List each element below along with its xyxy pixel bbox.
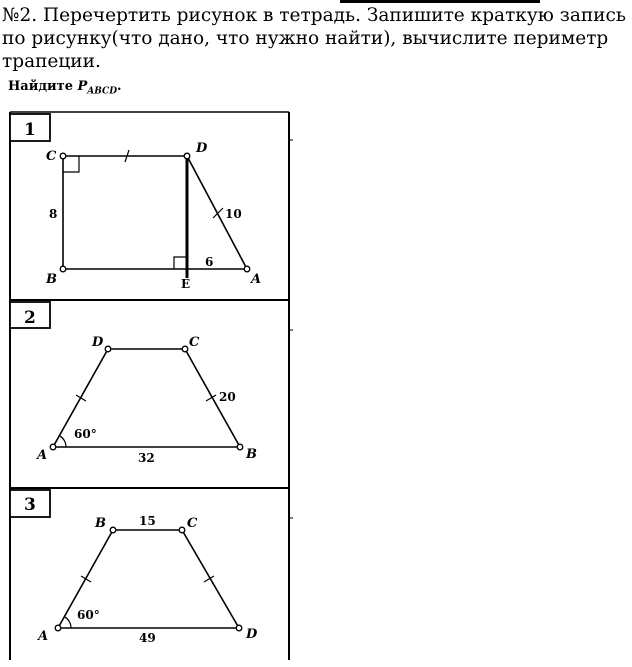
fig3-top-bc-value: 15 bbox=[139, 514, 156, 528]
fig3-base-ad-value: 49 bbox=[139, 631, 156, 645]
find-suffix: . bbox=[117, 79, 122, 94]
fig1-side-cb-value: 8 bbox=[49, 207, 58, 221]
find-subscript: ABCD bbox=[87, 86, 118, 97]
fig1-seg-ea-value: 6 bbox=[205, 255, 214, 269]
find-letter: P bbox=[77, 79, 88, 94]
task-text: №2. Перечертить рисунок в тетрадь. Запишите краткую запись по рисунку(что дано, что нужно найти), вычислите периметр трапеции. bbox=[2, 5, 626, 72]
fig2-base-ab-value: 32 bbox=[138, 451, 155, 465]
fig1-label-d: D bbox=[196, 141, 208, 156]
panel-3-number: 3 bbox=[24, 495, 36, 515]
fig2-label-d: D bbox=[92, 335, 104, 350]
panel-1-number: 1 bbox=[24, 120, 36, 140]
figure-1-vertices bbox=[60, 153, 250, 272]
fig1-label-e: E bbox=[181, 277, 191, 291]
fig2-angle-value: 60° bbox=[74, 427, 97, 441]
fig3-label-c: C bbox=[187, 516, 198, 531]
figure-1 bbox=[63, 150, 247, 278]
fig2-label-a: A bbox=[37, 448, 48, 463]
fig2-label-b: B bbox=[246, 447, 257, 462]
fig3-angle-value: 60° bbox=[77, 608, 100, 622]
panels-frame bbox=[10, 112, 293, 660]
fig1-side-da-value: 10 bbox=[225, 207, 242, 221]
fig1-label-a: A bbox=[251, 272, 262, 287]
fig3-label-d: D bbox=[246, 627, 258, 642]
fig3-label-b: B bbox=[95, 516, 106, 531]
fig2-label-c: C bbox=[189, 335, 200, 350]
fig1-label-b: B bbox=[46, 272, 57, 287]
fig1-label-c: C bbox=[46, 149, 57, 164]
fig3-label-a: A bbox=[38, 629, 49, 644]
fig2-side-cb-value: 20 bbox=[219, 390, 236, 404]
find-prefix: Найдите bbox=[8, 79, 78, 94]
panel-2-number: 2 bbox=[24, 308, 36, 328]
